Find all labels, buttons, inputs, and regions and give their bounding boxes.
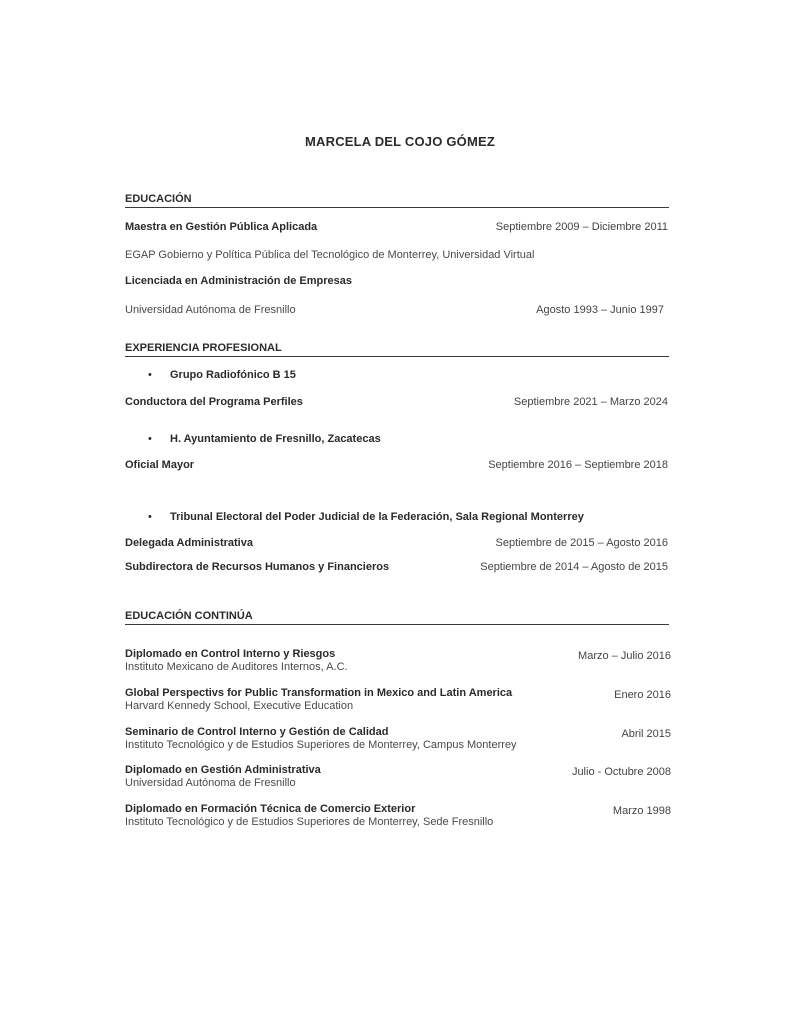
role-row bbox=[125, 458, 668, 473]
employer-name: H. Ayuntamiento de Fresnillo, Zacatecas bbox=[170, 433, 381, 445]
candidate-name: MARCELA DEL COJO GÓMEZ bbox=[304, 134, 496, 149]
education-degree: Maestra en Gestión Pública Aplicada bbox=[125, 221, 318, 233]
role-row bbox=[125, 560, 668, 575]
role-title: Delegada Administrativa bbox=[125, 537, 253, 549]
course-date: Abril 2015 bbox=[621, 728, 671, 740]
bullet-icon: • bbox=[148, 433, 152, 445]
role-title: Conductora del Programa Perfiles bbox=[125, 396, 303, 408]
course-date: Julio - Octubre 2008 bbox=[571, 766, 671, 778]
education-dates: Septiembre 2009 – Diciembre 2011 bbox=[495, 221, 668, 233]
role-row bbox=[125, 536, 668, 551]
employer-item bbox=[148, 432, 668, 447]
course-title: Global Perspectivs for Public Transformation in Mexico and Latin America bbox=[125, 687, 513, 699]
role-title: Oficial Mayor bbox=[125, 459, 195, 471]
employer-name: Grupo Radiofónico B 15 bbox=[170, 369, 296, 381]
bullet-icon: • bbox=[148, 369, 152, 381]
course-institution: Instituto Mexicano de Auditores Internos, A.C. bbox=[125, 661, 348, 673]
employer-item bbox=[148, 510, 668, 525]
course-entry bbox=[125, 687, 671, 712]
course-entry bbox=[125, 726, 671, 751]
section-heading-experience: EXPERIENCIA PROFESIONAL bbox=[125, 342, 669, 357]
course-entry bbox=[125, 764, 671, 789]
role-dates: Septiembre 2021 – Marzo 2024 bbox=[513, 396, 668, 408]
education-entry-bachelor bbox=[125, 274, 668, 289]
course-title: Seminario de Control Interno y Gestión de Calidad bbox=[125, 726, 389, 738]
role-title: Subdirectora de Recursos Humanos y Financieros bbox=[125, 561, 390, 573]
course-institution: Instituto Tecnológico y de Estudios Superiores de Monterrey, Sede Fresnillo bbox=[125, 816, 494, 828]
course-title: Diplomado en Control Interno y Riesgos bbox=[125, 648, 336, 660]
course-entry bbox=[125, 648, 671, 673]
education-dates: Agosto 1993 – Junio 1997 bbox=[536, 304, 664, 316]
role-dates: Septiembre de 2014 – Agosto de 2015 bbox=[480, 561, 668, 573]
education-degree: Licenciada en Administración de Empresas bbox=[125, 275, 353, 287]
course-title: Diplomado en Gestión Administrativa bbox=[125, 764, 321, 776]
education-institution: Universidad Autónoma de Fresnillo bbox=[125, 304, 296, 316]
education-entry-master bbox=[125, 220, 668, 235]
course-institution: Instituto Tecnológico y de Estudios Superiores de Monterrey, Campus Monterrey bbox=[125, 739, 517, 751]
bullet-icon: • bbox=[148, 511, 152, 523]
course-date: Marzo – Julio 2016 bbox=[578, 650, 671, 662]
course-date: Marzo 1998 bbox=[612, 805, 671, 817]
role-row bbox=[125, 395, 668, 410]
education-institution-row bbox=[125, 303, 668, 318]
role-dates: Septiembre de 2015 – Agosto 2016 bbox=[495, 537, 668, 549]
course-entry bbox=[125, 803, 671, 828]
course-institution: Universidad Autónoma de Fresnillo bbox=[125, 777, 296, 789]
section-heading-education: EDUCACIÓN bbox=[125, 193, 669, 208]
education-institution-row bbox=[125, 248, 668, 263]
role-dates: Septiembre 2016 – Septiembre 2018 bbox=[488, 459, 668, 471]
employer-item bbox=[148, 368, 668, 383]
course-title: Diplomado en Formación Técnica de Comercio Exterior bbox=[125, 803, 416, 815]
employer-name: Tribunal Electoral del Poder Judicial de la Federación, Sala Regional Monterrey bbox=[170, 511, 584, 523]
course-institution: Harvard Kennedy School, Executive Education bbox=[125, 700, 354, 712]
section-heading-continuing-education: EDUCACIÓN CONTINÚA bbox=[125, 610, 669, 625]
education-institution: EGAP Gobierno y Política Pública del Tecnológico de Monterrey, Universidad Virtual bbox=[125, 249, 535, 261]
course-date: Enero 2016 bbox=[614, 689, 671, 701]
